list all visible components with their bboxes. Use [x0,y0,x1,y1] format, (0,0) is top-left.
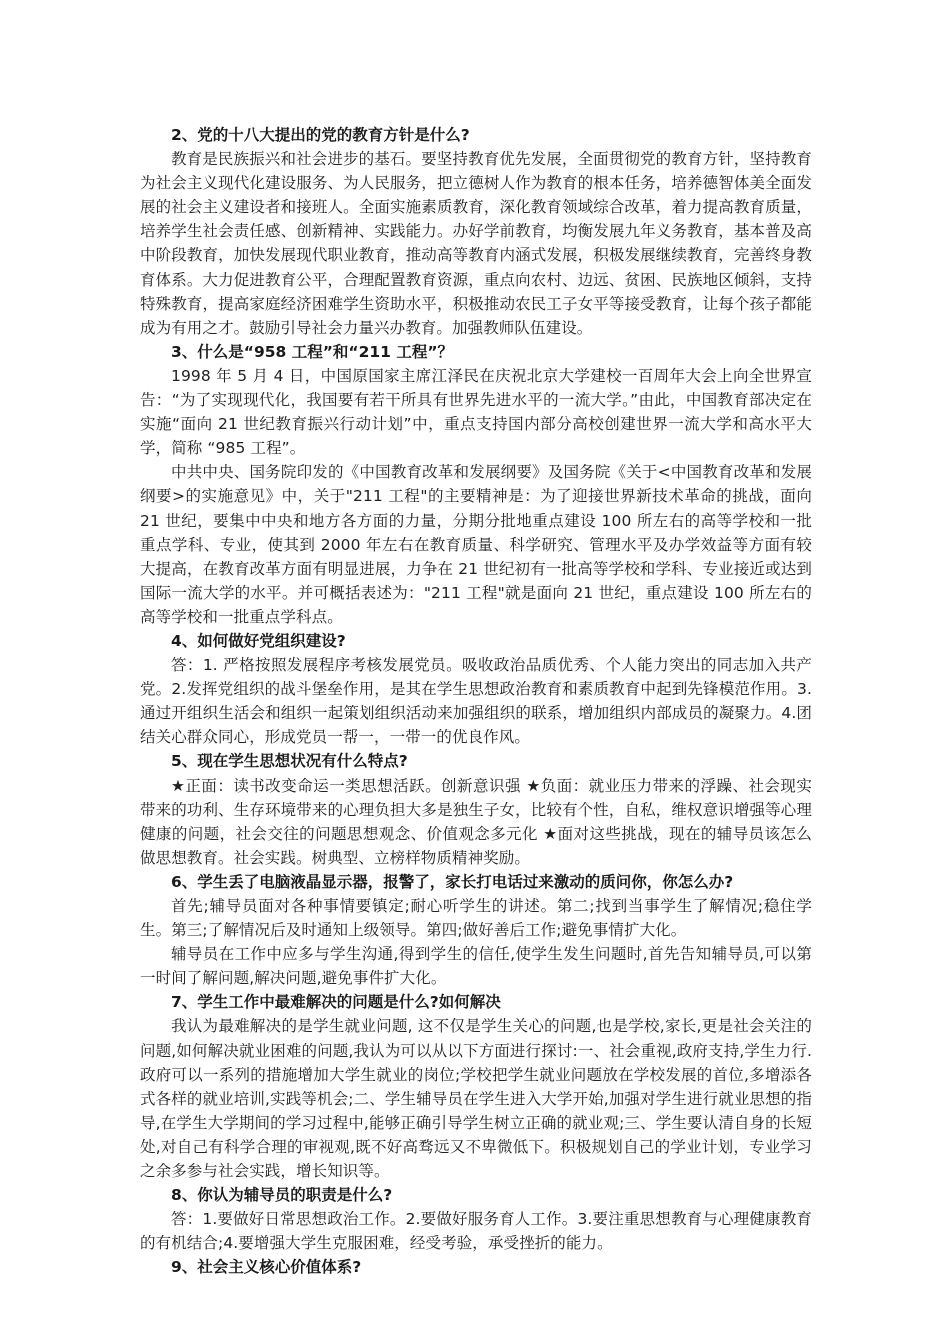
section-heading: 2、党的十八大提出的党的教育方针是什么? [171,126,470,144]
section-heading: 3、什么是“958 工程”和“211 工程”？ [171,342,454,361]
section-q4 [140,629,812,749]
section-heading: 8、你认为辅导员的职责是什么? [171,1186,393,1205]
section-q8 [140,1183,812,1255]
document-page [140,123,812,1280]
section-q3 [140,340,812,629]
section-q2 [140,123,812,340]
section-paragraph: 答：1.要做好日常思想政治工作。2.要做好服务育人工作。3.要注重思想教育与心理健康教育的有机结合;4.要增强大学生克服困难，经受考验，承受挫折的能力。 [140,1210,812,1253]
section-heading: 5、现在学生思想状况有什么特点? [171,752,408,771]
section-q7 [140,990,812,1183]
section-heading: 6、学生丢了电脑液晶显示器，报警了，家长打电话过来激动的质问你，你怎么办? [171,872,734,891]
section-paragraph: 辅导员在工作中应多与学生沟通,得到学生的信任,使学生发生问题时,首先告知辅导员,可以第一时间了解问题,解决问题,避免事件扩大化。 [140,945,812,988]
section-paragraph: 中共中央、国务院印发的《中国教育改革和发展纲要》及国务院《关于<中国教育改革和发展纲要>的实施意见》中，关于"211 工程"的主要精神是：为了迎接世界新技术革命的挑战，面向 21 世纪，要集中中央和地方各方面的力量，分期分批地重点建设 100 所左右的高等学校和一批重点学科、专业，使其到 2000 年左右在教育质量、科学研究、管理水平及办学效益等方面有较大提高，在教育改革方面有明显进展，力争在 21 世纪初有一批高等学校和学科、专业接近或达到国际一流大学的水平。并可概括表述为："211 工程"就是面向 21 世纪，重点建设 100 所左右的高等学校和一批重点学科点。 [140,463,812,626]
section-heading: 4、如何做好党组织建设? [171,631,346,650]
section-paragraph: 教育是民族振兴和社会进步的基石。要坚持教育优先发展，全面贯彻党的教育方针，坚持教育为社会主义现代化建设服务、为人民服务，把立德树人作为教育的根本任务，培养德智体美全面发展的社会主义建设者和接班人。全面实施素质教育，深化教育领域综合改革，着力提高教育质量，培养学生社会责任感、创新精神、实践能力。办好学前教育，均衡发展九年义务教育，基本普及高中阶段教育，加快发展现代职业教育，推动高等教育内涵式发展，积极发展继续教育，完善终身教育体系。大力促进教育公平，合理配置教育资源，重点向农村、边远、贫困、民族地区倾斜，支持特殊教育，提高家庭经济困难学生资助水平，积极推动农民工子女平等接受教育，让每个孩子都能成为有用之才。鼓励引导社会力量兴办教育。加强教师队伍建设。 [140,150,812,337]
section-paragraph: ★正面：读书改变命运一类思想活跃。创新意识强 ★负面：就业压力带来的浮躁、社会现实带来的功利、生存环境带来的心理负担大多是独生子女，比较有个性，自私，维权意识增强等心理健康的问题，社会交往的问题思想观念、价值观念多元化 ★面对这些挑战，现在的辅导员该怎么做思想教育。社会实践。树典型、立榜样物质精神奖励。 [140,776,812,867]
section-heading: 9、社会主义核心价值体系? [171,1258,362,1277]
section-heading: 7、学生工作中最难解决的问题是什么?如何解决 [171,993,501,1012]
section-paragraph: 1998 年 5 月 4 日，中国原国家主席江泽民在庆祝北京大学建校一百周年大会上向全世界宣告：“为了实现现代化，我国要有若干所具有世界先进水平的一流大学。”由此，中国教育部决定在实施“面向 21 世纪教育振兴行动计划”中，重点支持国内部分高校创建世界一流大学和高水平大学，简称 “985 工程”。 [140,366,812,458]
section-q5 [140,749,812,869]
section-paragraph: 我认为最难解决的是学生就业问题, 这不仅是学生关心的问题,也是学校,家长,更是社会关注的问题,如何解决就业困难的问题,我认为可以从以下方面进行探讨:一、社会重视,政府支持,学生力行.政府可以一系列的措施增加大学生就业的岗位;学校把学生就业问题放在学校发展的首位,多增添各式各样的就业培训,实践等机会;二、学生辅导员在学生进入大学开始,加强对学生进行就业思想的指导,在学生大学期间的学习过程中,能够正确引导学生树立正确的就业观;三、学生要认清自身的长短处,对自己有科学合理的审视观,既不好高骛远又不卑微低下。积极规划自己的学业计划，专业学习之余多参与社会实践，增长知识等。 [140,1017,812,1181]
section-q6 [140,870,812,990]
section-paragraph: 首先;辅导员面对各种事情要镇定;耐心听学生的讲述。第二;找到当事学生了解情况;稳住学生。第三;了解情况后及时通知上级领导。第四;做好善后工作;避免事情扩大化。 [140,897,812,940]
section-q9 [140,1255,812,1279]
section-paragraph: 答：1. 严格按照发展程序考核发展党员。吸收政治品质优秀、个人能力突出的同志加入共产党。2.发挥党组织的战斗堡垒作用，是其在学生思想政治教育和素质教育中起到先锋模范作用。3.通过开组织生活会和组织一起策划组织活动来加强组织的联系，增加组织内部成员的凝聚力。4.团结关心群众同心，形成党员一帮一，一带一的优良作风。 [140,656,812,747]
